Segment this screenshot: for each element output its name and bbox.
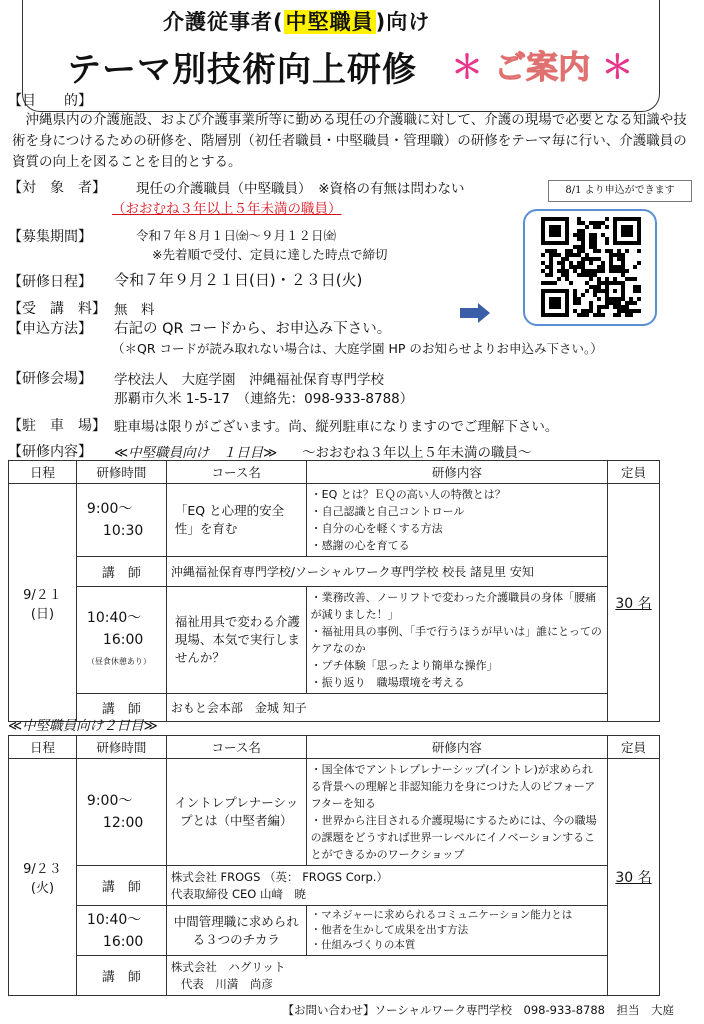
lecturer-label: 講 師 (76, 557, 166, 587)
day1-weekday: (日) (30, 606, 55, 622)
lunch-note: （昼食休憩あり） (86, 657, 151, 666)
lecturer-label: 講 師 (76, 956, 166, 996)
list-item: ・業務改善、ノーリフトで変わった介護職員の身体「腰痛が減りました！」 (310, 591, 597, 621)
table-row (9, 906, 660, 956)
list-item: ・プチ体験「思ったより簡単な操作」 (310, 659, 498, 672)
lecturer-company: 株式会社 FROGS （英： FROGS Corp.） (170, 869, 388, 884)
day2-s1-content (306, 759, 607, 866)
list-item: ・自分の心を軽くする方法 (310, 522, 443, 535)
table-header-row (9, 461, 660, 484)
time-start: 10:40～ (86, 610, 142, 626)
title1-pre: 介護従事者( (163, 10, 284, 34)
apply-label: 【申込方法】 (8, 321, 92, 337)
header-content: 研修内容 (306, 461, 607, 484)
table-row (9, 759, 660, 866)
header-content: 研修内容 (306, 736, 607, 759)
star-icon: ＊ (451, 48, 484, 86)
time-start: 9:00～ (86, 793, 133, 809)
header-course: コース名 (166, 461, 306, 484)
day2-s1-course: イントレプレナーシップとは（中堅者編） (166, 759, 306, 866)
list-item: ・振り返り 職場環境を考える (310, 676, 465, 689)
time-end: 10:30 (102, 523, 144, 539)
target-label: 【対 象 者】 (8, 180, 106, 196)
day1-date: 9/２１ (23, 587, 62, 603)
list-item: ・他者を生かして成果を出す方法 (310, 924, 469, 936)
table-row (9, 587, 660, 694)
lecturer-label: 講 師 (76, 866, 166, 906)
table-row (9, 557, 660, 587)
header-capacity: 定員 (608, 461, 660, 484)
title1-post: )向け (375, 10, 431, 34)
header-course: コース名 (166, 736, 306, 759)
title1-highlight: 中堅職員 (285, 10, 374, 34)
period-note: ※先着順で受付、定員に達した時点で締切 (152, 247, 388, 262)
apply-start-note: 8/1 より申込ができます (548, 180, 692, 202)
star-icon: ＊ (601, 48, 634, 86)
day1-schedule-table (8, 460, 660, 722)
day1-s2-time (76, 587, 166, 694)
time-start: 10:40～ (86, 911, 142, 928)
parking-label: 【駐 車 場】 (8, 418, 106, 434)
list-item: ・国全体でアントレプレナーシップ(イントレ)が求められる背景への理解と非認知能力を身につけた人のビフォーアフターを知る (310, 763, 596, 810)
day2-s2-course: 中間管理職に求められる３つのチカラ (166, 906, 306, 956)
fee-label: 【受 講 料】 (8, 301, 106, 317)
day1-s2-course: 福祉用具で変わる介護現場、本気で実行しませんか？ (166, 587, 306, 694)
day2-s2-lecturer (166, 956, 607, 996)
target-text: 現任の介護職員（中堅職員） ※資格の有無は問わない (136, 181, 465, 197)
target-note: （おおむね３年以上５年未満の職員） (112, 201, 342, 217)
time-start: 9:00～ (86, 501, 133, 517)
day1-s1-time (76, 484, 166, 557)
lecturer-company: 株式会社 ハグリット (170, 959, 286, 974)
title-line-2: テーマ別技術向上研修 (67, 50, 417, 90)
table-row (9, 866, 660, 906)
day2-s1-time (76, 759, 166, 866)
arrow-right-icon (458, 301, 492, 325)
time-end: 16:00 (102, 632, 144, 648)
dates-label: 【研修日程】 (8, 274, 92, 290)
title-banner (22, 0, 660, 112)
purpose-text: 沖縄県内の介護施設、および介護事業所等に勤める現任の介護職に対して、介護の現場で必要となる知識や技術を身につけるための研修を、階層別（初任者職員・中堅職員・管理職）の研修をテーマ毎に行い、介護職員の資質の向上を図ることを目的とする。 (12, 112, 687, 170)
contact-footer: 【お問い合わせ】ソーシャルワーク専門学校 098-933-8788 担当 大庭 (282, 1003, 674, 1017)
list-item: ・感謝の心を育てる (310, 539, 410, 552)
title-line-1 (163, 6, 430, 36)
day2-date: 9/２３ (23, 862, 62, 877)
table-row (9, 956, 660, 996)
day1-capacity: 30 名 (608, 484, 660, 722)
time-end: 16:00 (102, 933, 144, 950)
apply-note: （＊QR コードが読み取れない場合は、大庭学園 HP のお知らせよりお申込み下さい。） (112, 341, 603, 356)
venue-label: 【研修会場】 (8, 371, 92, 387)
header-date: 日程 (9, 461, 77, 484)
day2-schedule-table (8, 735, 660, 996)
list-item: ・世界から注目される介護現場にするためには、今の職場の課題をどうすれば世界一レベルにイノベーションすることができるかのワークショップ (310, 814, 597, 861)
lecturer-label: 講 師 (76, 694, 166, 722)
day1-s1-lecturer: 沖縄福祉保育専門学校/ソーシャルワーク専門学校 校長 諸見里 安知 (166, 557, 607, 587)
day1-s1-course: 「EQ と心理的安全性」を育む (166, 484, 306, 557)
table-row (9, 484, 660, 557)
header-time: 研修時間 (76, 461, 166, 484)
lecturer-name: 代表取締役 CEO 山﨑 暁 (170, 886, 307, 901)
header-time: 研修時間 (76, 736, 166, 759)
table-header-row (9, 736, 660, 759)
day1-s1-content (306, 484, 607, 557)
day2-date-cell (9, 759, 77, 996)
dates-text: 令和７年９月２１日(日)・２３日(火) (114, 271, 363, 289)
header-capacity: 定員 (608, 736, 660, 759)
list-item: ・福祉用具の事例、「手で行うほうが早いは」誰にとってのケアなのか (310, 625, 602, 655)
day2-s2-content (306, 906, 607, 956)
header-date: 日程 (9, 736, 77, 759)
day1-subtitle: ～おおむね３年以上５年未満の職員～ (302, 445, 532, 461)
period-text: 令和７年８月１日㈮～９月１２日㈮ (136, 228, 337, 243)
guide-label (451, 42, 633, 88)
venue-line-2: 那覇市久米 1-5-17 （連絡先：098-933-8788） (114, 391, 414, 407)
list-item: ・仕組みづくりの本質 (310, 939, 416, 951)
lecturer-name: 代表 川満 尚彦 (180, 976, 273, 991)
period-label: 【募集期間】 (8, 229, 92, 245)
apply-text: 右記の QR コードから、お申込み下さい。 (114, 321, 392, 337)
time-end: 12:00 (102, 815, 144, 831)
day2-weekday: (火) (30, 881, 55, 896)
qr-code-icon[interactable] (541, 217, 641, 317)
guide-text: ご案内 (494, 48, 591, 86)
parking-text: 駐車場は限りがございます。尚、縦列駐車になりますのでご理解下さい。 (114, 419, 559, 435)
list-item: ・EQ とは？ＥＱの高い人の特徴とは？ (310, 488, 506, 501)
list-item: ・マネジャーに求められるコミュニケーション能力とは (310, 909, 573, 921)
day2-title: ≪中堅職員向け２日目≫ (8, 718, 158, 734)
day1-date-cell (9, 484, 77, 722)
contents-label: 【研修内容】 (8, 444, 92, 460)
list-item: ・自己認識と自己コントロール (310, 505, 465, 518)
day1-title: ≪中堅職員向け １日目≫ (114, 445, 278, 461)
fee-text: 無 料 (114, 302, 155, 318)
venue-line-1: 学校法人 大庭学園 沖縄福祉保育専門学校 (114, 372, 384, 388)
day2-s1-lecturer (166, 866, 607, 906)
purpose-label: 【目 的】 (8, 93, 92, 109)
day1-s2-lecturer: おもと会本部 金城 知子 (166, 694, 607, 722)
day2-capacity: 30 名 (608, 759, 660, 996)
day1-s2-content (306, 587, 607, 694)
day2-s2-time (76, 906, 166, 956)
qr-code-frame[interactable] (523, 209, 657, 326)
